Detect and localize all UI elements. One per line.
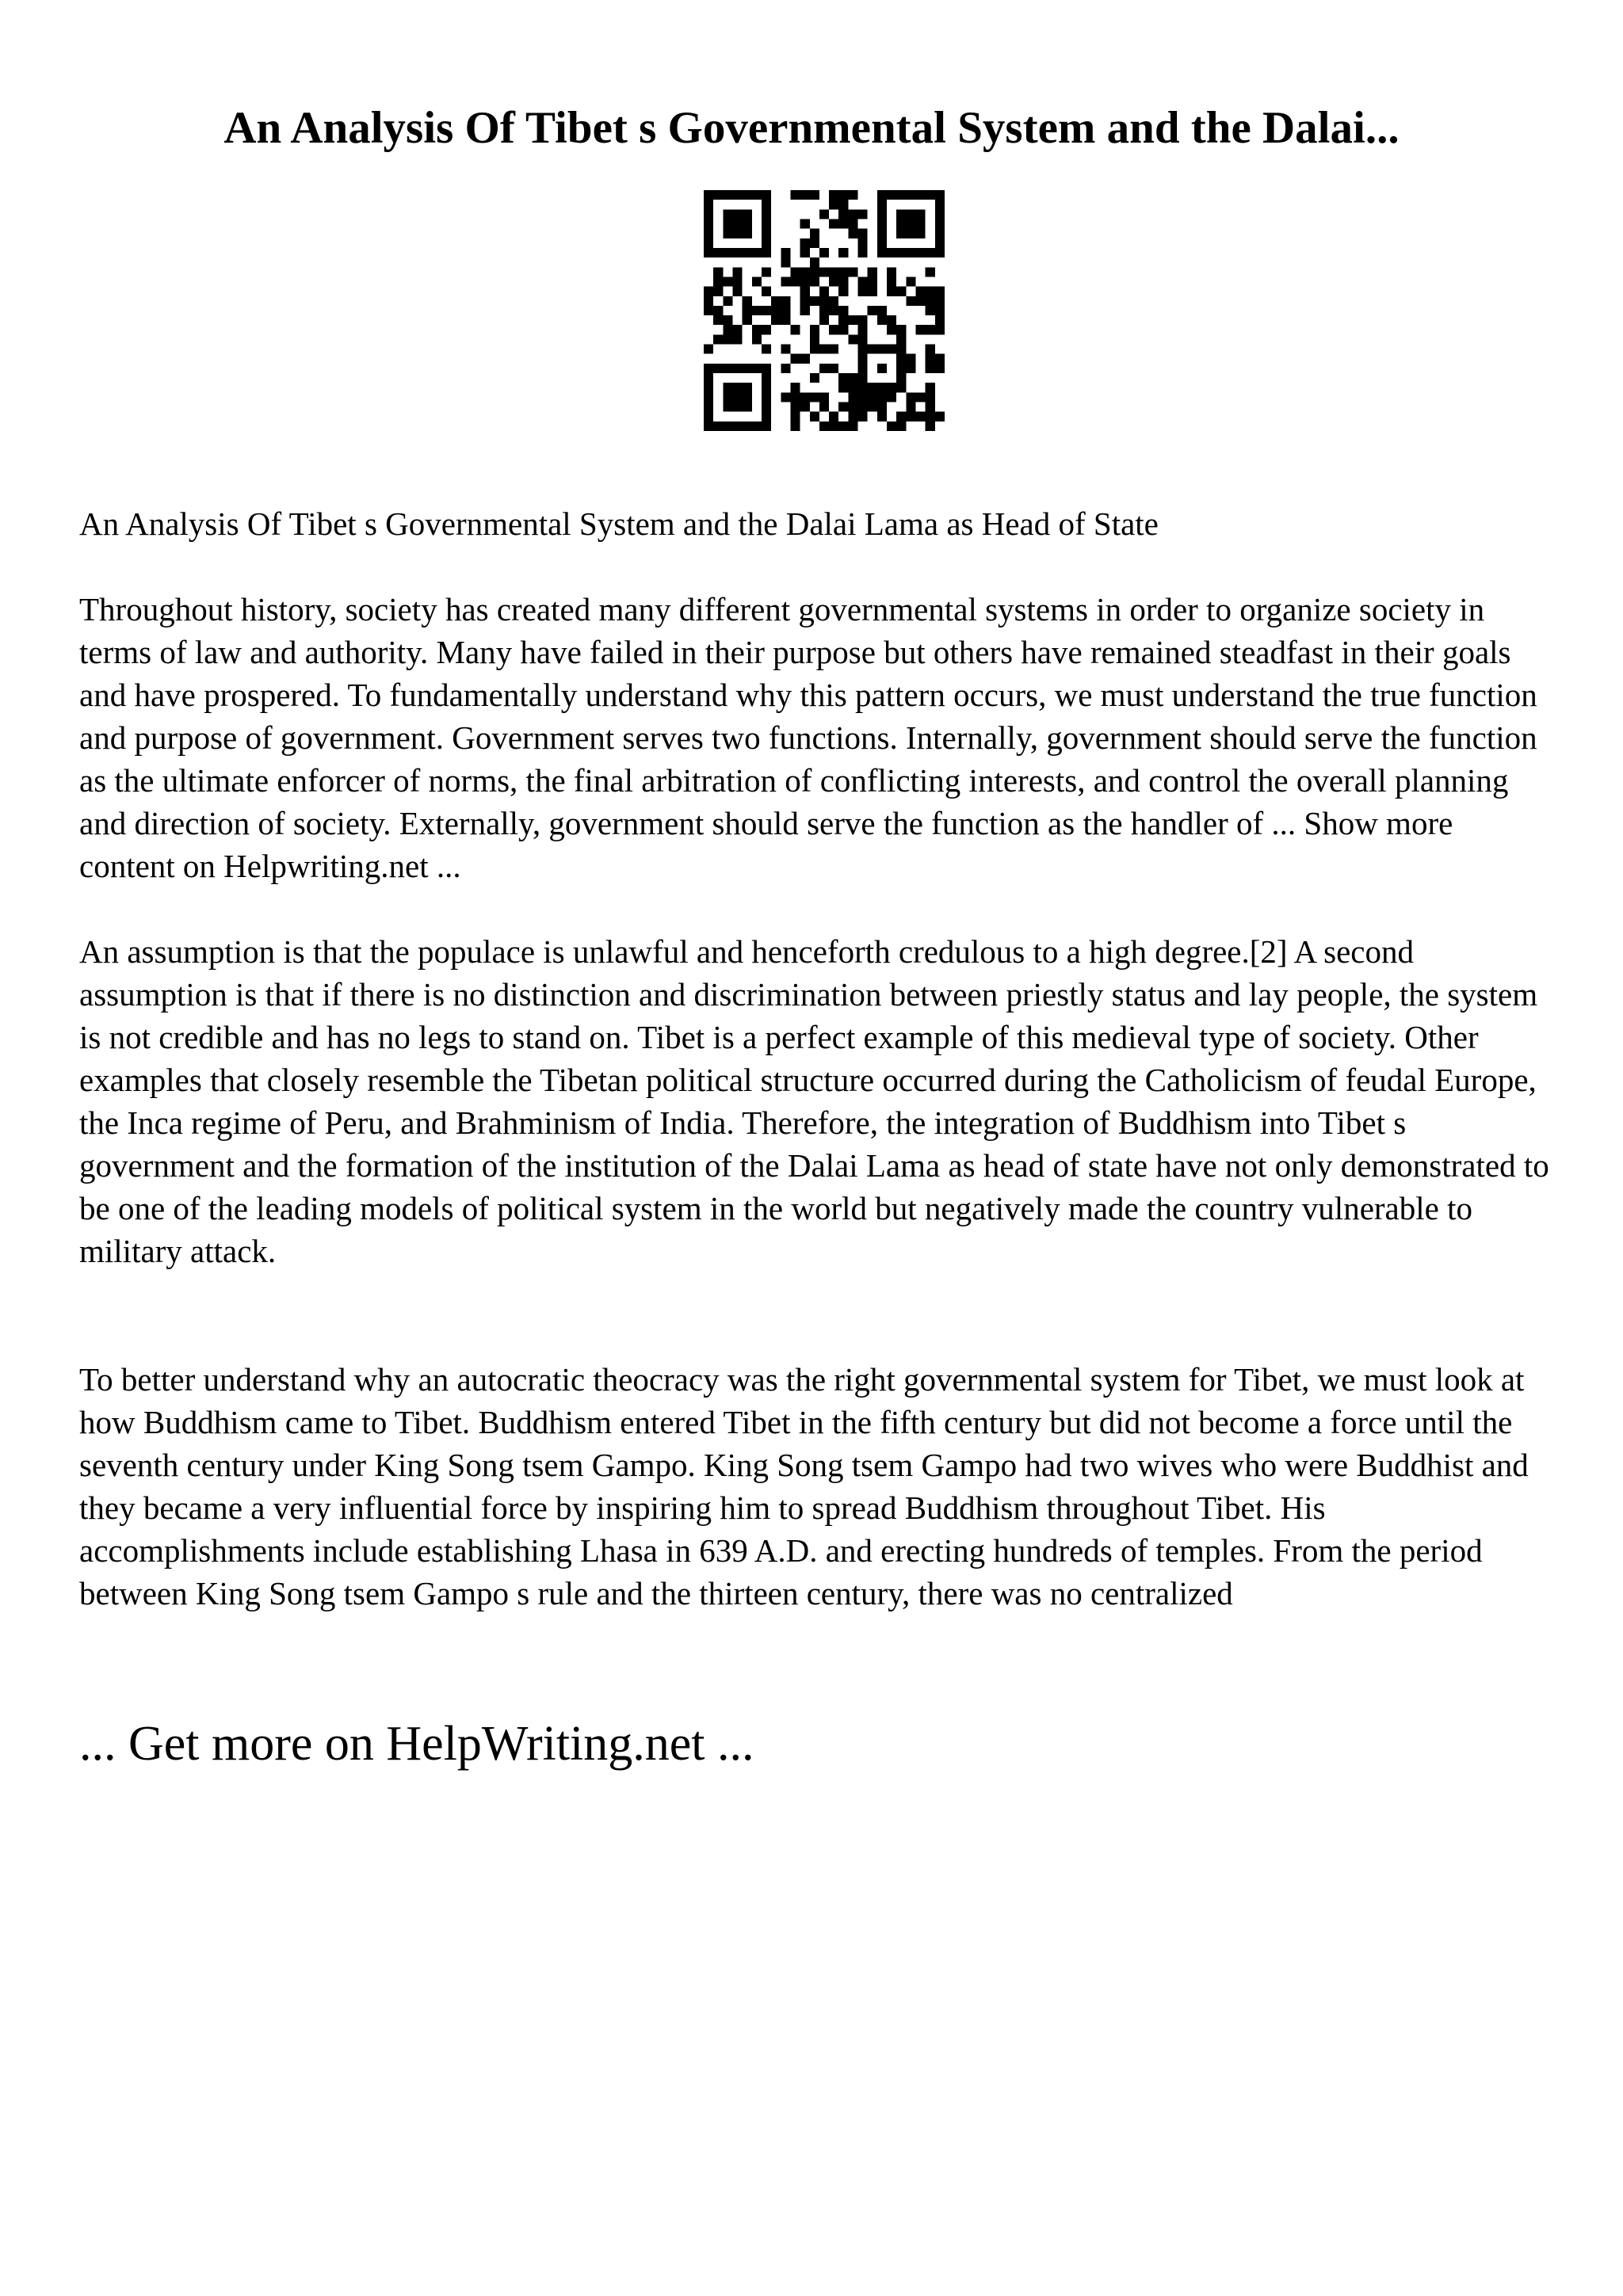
paragraph-1: Throughout history, society has created many different governmental systems in order to organize society in terms of law and authority. Many have failed in their purpose but others have remained steadfast in their goals and have prospered. To fundamentally understand why this pattern occurs, we must understand the true function and purpose of government. Government serves two functions. Internally, government should serve the function as the ultimate enforcer of norms, the final arbitration of conflicting interests, and control the overall planning and direction of society. Externally, government should serve the function as the handler of ... Show more content on Helpwriting.net ... [79,591,1537,884]
page-title: An Analysis Of Tibet s Governmental System and the Dalai... [223,103,1400,153]
qr-code-icon [704,190,945,431]
paragraph-3: To better understand why an autocratic theocracy was the right governmental system for Tibet, we must look at how Buddhism came to Tibet. Buddhism entered Tibet in the fifth century but did not become a force until the seventh century under King Song tsem Gampo. King Song tsem Gampo had two wives who were Buddhist and they became a very influential force by inspiring him to spread Buddhism throughout Tibet. His accomplishments include establishing Lhasa in 639 A.D. and erecting hundreds of temples. From the period between King Song tsem Gampo s rule and the thirteen century, there was no centralized [79,1361,1529,1611]
get-more-link[interactable]: ... Get more on HelpWriting.net ... [79,1717,754,1771]
document-subtitle: An Analysis Of Tibet s Governmental System and the Dalai Lama as Head of State [79,505,1159,542]
paragraph-2: An assumption is that the populace is unlawful and henceforth credulous to a high degree.[2] A second assumption is that if there is no distinction and discrimination between priestly status and lay people, the system is not credible and has no legs to stand on. Tibet is a perfect example of this medieval type of society. Other examples that closely resemble the Tibetan political structure occurred during the Catholicism of feudal Europe, the Inca regime of Peru, and Brahminism of India. Therefore, the integration of Buddhism into Tibet s government and the formation of the institution of the Dalai Lama as head of state have not only demonstrated to be one of the leading models of political system in the world but negatively made the country vulnerable to military attack. [79,933,1549,1269]
